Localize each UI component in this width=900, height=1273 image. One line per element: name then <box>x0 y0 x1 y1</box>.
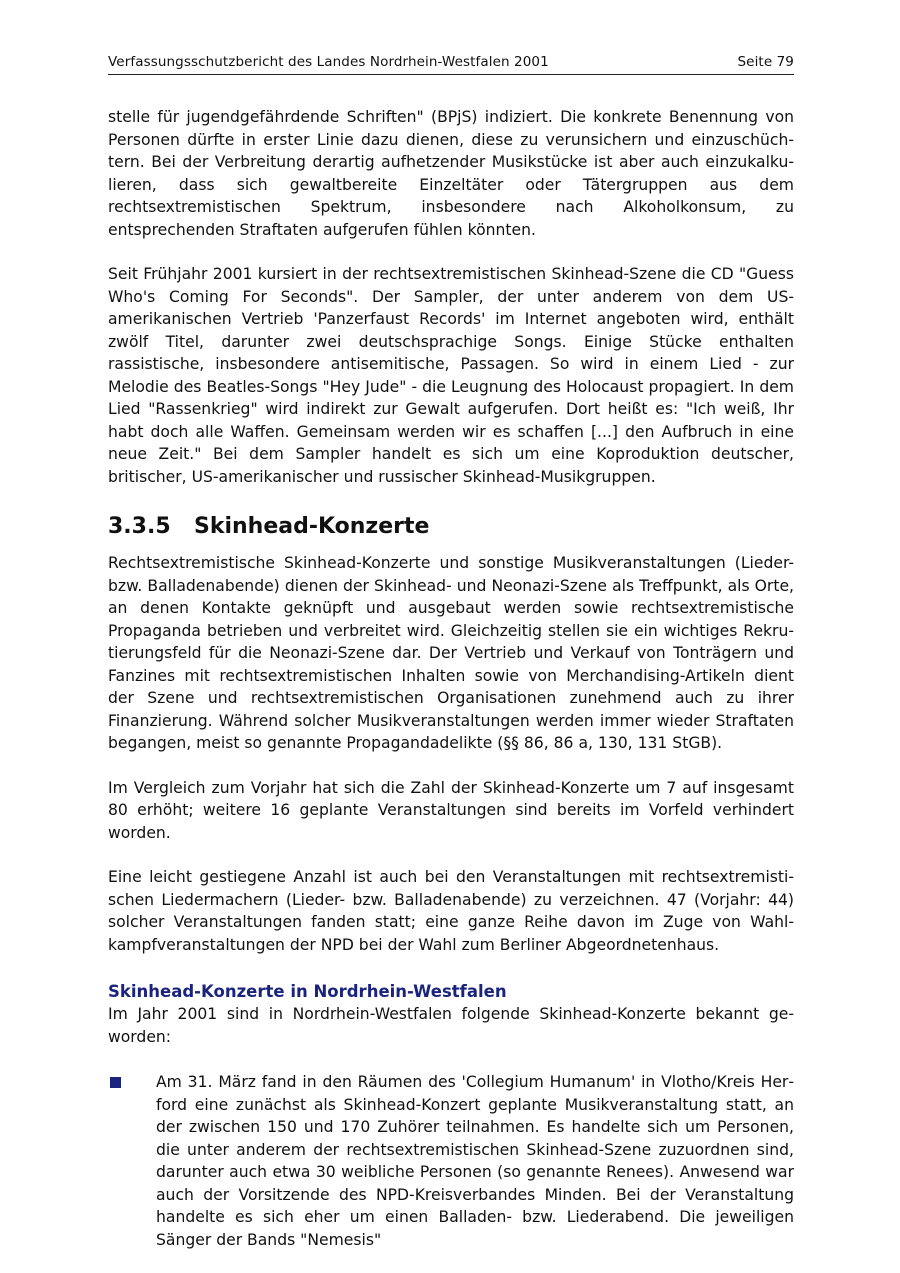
paragraph-concerts-intro: Rechtsextremistische Skinhead-Konzerte und sonstige Musikveranstaltungen (Lieder- bzw. Balladenabende) dienen der Skinhead- und Neonazi-Szene als Treffpunkt, als Orte, an denen Kontakte geknüpft und ausgebaut werden sowie rechtsextremistische Propaganda betrieben und verbreitet wird. Gleichzeitig stellen sie ein wichtiges Rekrutierungsfeld für die Neonazi-Szene dar. Der Vertrieb und Verkauf von Tonträgern und Fanzines mit rechtsextremistischen Inhalten sowie von Merchandising-Artikeln dient der Szene und rechtsextremistischen Organisationen zunehmend auch zu ihrer Finanzierung. Während solcher Musikveranstaltungen werden immer wieder Straftaten begangen, meist so genannte Propagandadelikte (§§ 86, 86 a, 130, 131 StGB). <box>108 554 794 752</box>
header-title: Verfassungsschutzbericht des Landes Nordrhein-Westfalen 2001 <box>108 54 549 70</box>
page-number: Seite 79 <box>737 54 794 70</box>
subsection-heading: Skinhead-Konzerte in Nordrhein-Westfalen <box>108 982 507 1001</box>
list-item-text: Am 31. März fand in den Räumen des 'Collegium Humanum' in Vlotho/Kreis Herford eine zunächst als Skinhead-Konzert geplante Musikveranstaltung statt, an der zwischen 150 und 170 Zuhörer teilnahmen. Es handelte sich um Personen, die unter anderem der rechtsextremistischen Skinhead-Szene zuzuordnen sind, darunter auch etwa 30 weibliche Personen (so genannte Renees). Anwesend war auch der Vorsitzende des NPD-Kreisverbandes Minden. Bei der Veranstaltung handelte es sich eher um einen Balladen- bzw. Liederabend. Die jeweiligen Sänger der Bands "Nemesis" <box>156 1073 794 1249</box>
square-bullet-icon <box>110 1077 121 1088</box>
section-heading <box>108 514 794 540</box>
section-title: Skinhead-Konzerte <box>194 514 430 539</box>
paragraph-nrw-intro: Im Jahr 2001 sind in Nordrhein-Westfalen folgende Skinhead-Konzerte bekannt geworden: <box>108 1005 794 1046</box>
section-number: 3.3.5 <box>108 514 171 539</box>
running-header <box>108 52 794 75</box>
paragraph-cd-sampler: Seit Frühjahr 2001 kursiert in der rechtsextremistischen Skinhead-Szene die CD "Guess Who's Coming For Seconds". Der Sampler, der unter anderem von dem US-amerikanischen Vertrieb 'Panzerfaust Records' im Internet angeboten wird, enthält zwölf Titel, darunter zwei deutschsprachige Songs. Einige Stücke enthalten rassistische, insbesondere antisemitische, Passagen. So wird in einem Lied - zur Melodie des Beatles-Songs "Hey Jude" - die Leugnung des Holocaust propagiert. In dem Lied "Rassenkrieg" wird indirekt zur Gewalt aufgerufen. Dort heißt es: "Ich weiß, Ihr habt doch alle Waffen. Gemeinsam werden wir es schaffen [...] den Aufbruch in eine neue Zeit." Bei dem Sampler handelt es sich um eine Koproduktion deutscher, britischer, US-amerikanischer und russischer Skinhead-Musikgruppen. <box>108 265 794 486</box>
paragraph-concerts-count: Im Vergleich zum Vorjahr hat sich die Zahl der Skinhead-Konzerte um 7 auf insgesamt 80 erhöht; weitere 16 geplante Veranstaltungen sind bereits im Vorfeld verhindert worden. <box>108 778 794 842</box>
paragraph-liedermacher: Eine leicht gestiegene Anzahl ist auch bei den Veranstaltungen mit rechtsextremistischen Liedermachern (Lieder- bzw. Balladenabende) zu verzeichnen. 47 (Vorjahr: 44) solcher Veranstaltungen fanden statt; eine ganze Reihe davon im Zuge von Wahlkampfveranstaltungen der NPD bei der Wahl zum Berliner Abgeordnetenhaus. <box>108 868 794 954</box>
paragraph-continuation: stelle für jugendgefährdende Schriften" (BPjS) indiziert. Die konkrete Benennung von Personen dürfte in erster Linie dazu dienen, diese zu verunsichern und einzuschüchtern. Bei der Verbreitung derartig aufhetzender Musikstücke ist aber auch einzukalkulieren, dass sich gewaltbereite Einzeltäter oder Tätergruppen aus dem rechtsextremistischen Spektrum, insbesondere nach Alkoholkonsum, zu entsprechenden Straftaten aufgerufen fühlen könnten. <box>108 108 794 239</box>
page-content <box>108 106 794 1251</box>
list-item <box>108 1071 794 1251</box>
